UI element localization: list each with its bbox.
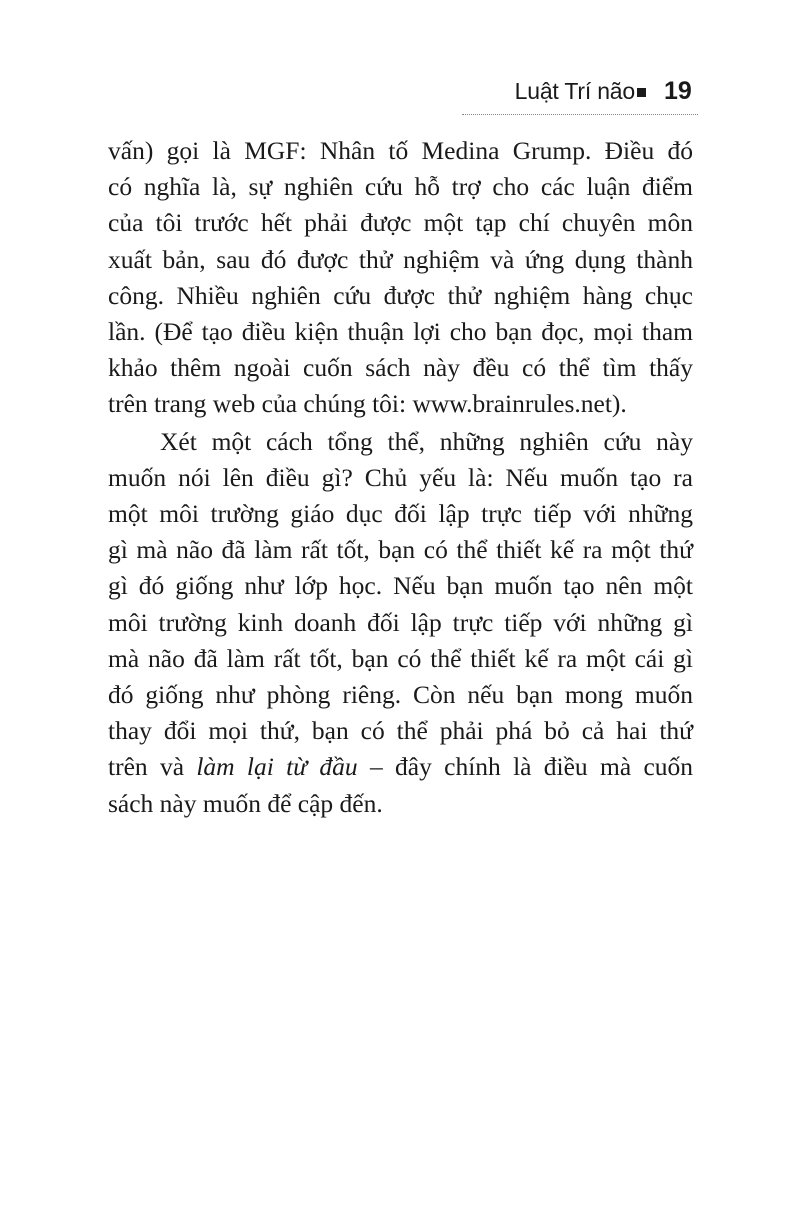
text-line: lần. (Để tạo điều kiện thuận lợi cho bạn đọc, mọi tham: [108, 317, 693, 347]
text-line: gì đó giống như lớp học. Nếu bạn muốn tạo nên một: [108, 571, 693, 601]
text-line-with-italic: [108, 749, 693, 785]
text-line: sách này muốn để cập đến.: [108, 788, 383, 818]
paragraph-2: [108, 424, 693, 822]
text-line: vấn) gọi là MGF: Nhân tố Medina Grump. Điều đó: [108, 136, 693, 165]
running-title: Luật Trí não: [514, 78, 635, 104]
text-line: công. Nhiều nghiên cứu được thử nghiệm hàng chục: [108, 280, 693, 310]
text-line: một môi trường giáo dục đối lập trực tiếp với những: [108, 499, 693, 529]
page-number: 19: [664, 77, 692, 105]
text-line: mà não đã làm rất tốt, bạn có thể thiết kế ra một cái gì: [108, 643, 693, 673]
italic-phrase: làm lại từ đầu: [196, 752, 358, 782]
running-header: [0, 78, 800, 118]
text-line: trên trang web của chúng tôi: www.brainrules.net).: [108, 389, 627, 419]
text-line: đó giống như phòng riêng. Còn nếu bạn mong muốn: [108, 680, 693, 710]
text-segment: trên và: [108, 752, 197, 782]
text-segment: – đây chính là điều mà cuốn: [357, 752, 694, 782]
text-line: muốn nói lên điều gì? Chủ yếu là: Nếu muốn tạo ra: [108, 462, 693, 492]
text-line: môi trường kinh doanh đối lập trực tiếp với những gì: [108, 607, 693, 637]
text-line: xuất bản, sau đó được thử nghiệm và ứng dụng thành: [108, 244, 693, 274]
text-line: thay đổi mọi thứ, bạn có thể phải phá bỏ cả hai thứ: [108, 716, 693, 746]
body-text: [108, 133, 693, 822]
paragraph-1: [108, 133, 693, 423]
text-line: khảo thêm ngoài cuốn sách này đều có thể tìm thấy: [108, 353, 693, 383]
text-line: gì mà não đã làm rất tốt, bạn có thể thiết kế ra một thứ: [108, 535, 693, 565]
text-line: của tôi trước hết phải được một tạp chí chuyên môn: [108, 208, 693, 238]
square-bullet-icon: [637, 88, 646, 97]
header-dotted-rule: [462, 114, 698, 115]
text-line: Xét một cách tổng thể, những nghiên cứu này: [160, 426, 693, 456]
text-line: có nghĩa là, sự nghiên cứu hỗ trợ cho các luận điểm: [108, 172, 693, 202]
